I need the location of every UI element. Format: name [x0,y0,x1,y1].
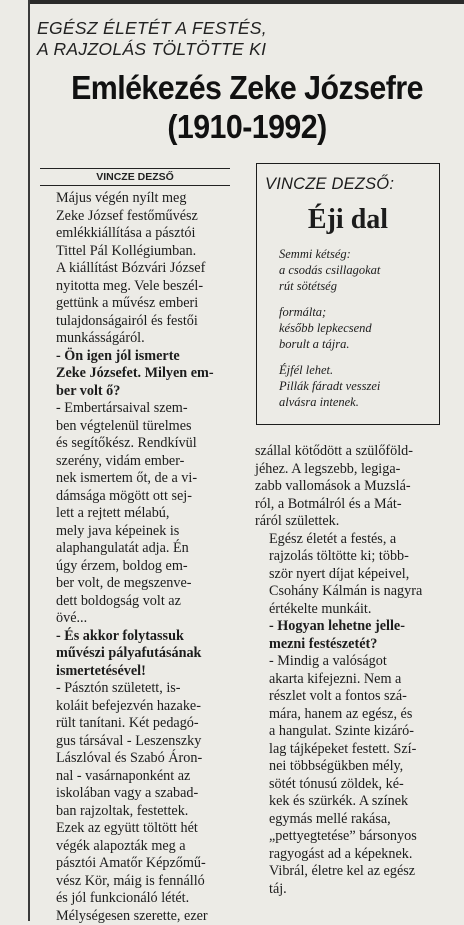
poem-line: rút sötétség [279,278,431,294]
interview-question [42,348,242,401]
text-line: koláit befejezvén hazake- [42,698,242,716]
text-line: rajzolás töltötte ki; több- [255,548,455,566]
byline-rule-top [40,168,230,169]
text-line: sötét tónusú zöldek, ké- [255,776,455,794]
poem-author: VINCZE DEZSŐ: [265,174,431,194]
text-line: - Hogyan lehetne jelle- [255,618,455,636]
kicker-line: A RAJZOLÁS TÖLTÖTTE KI [37,39,457,60]
text-line: ismertetésével! [42,663,242,681]
text-line: részlet volt a fontos szá- [255,688,455,706]
left-column-rule [28,0,30,921]
text-line: szerény, vidám ember- [42,453,242,471]
text-line: dámsága mögött ott sej- [42,488,242,506]
poem-stanza [279,362,431,410]
byline: VINCZE DEZSŐ [40,170,230,184]
text-line: szállal kötődött a szülőföld- [255,443,455,461]
text-line: a hangulat. Szinte kizáró- [255,723,455,741]
paragraph [255,443,455,531]
text-line: nal - vasárnaponként az [42,768,242,786]
text-line: ber volt, de megszenve- [42,575,242,593]
text-line: ször nyert díjat képeivel, [255,566,455,584]
text-line: Lászlóval és Szabó Áron- [42,750,242,768]
text-line: - Embertársaival szem- [42,400,242,418]
text-line: ber volt ő? [42,383,242,401]
article-column-left [42,190,242,925]
poem-line: Semmi kétség: [279,246,431,262]
text-line: Ezek az együtt töltött hét [42,820,242,838]
poem-stanza [279,246,431,294]
interview-question [255,618,455,653]
text-line: nek ismertem őt, de a vi- [42,470,242,488]
text-line: zabb vallomások a Muzslá- [255,478,455,496]
text-line: ban rajzoltak, festettek. [42,803,242,821]
paragraph [42,190,242,348]
interview-question [42,628,242,681]
article-headline [47,68,446,146]
text-line: Zeke József festőművész [42,208,242,226]
text-line: nei többségükben mély, [255,758,455,776]
poem-line: a csodás csillagokat [279,262,431,278]
text-line: úgy érzem, boldog em- [42,558,242,576]
text-line: végék alapozták meg a [42,838,242,856]
text-line: rült tanítani. Két pedagó- [42,715,242,733]
text-line: ráról születtek. [255,513,455,531]
text-line: iskolában vagy a szabad- [42,785,242,803]
interview-answer [42,400,242,628]
text-line: lag tájképeket festett. Szí- [255,741,455,759]
text-line: Vibrál, életre kel az egész [255,863,455,881]
text-line: emlékkiállítása a pásztói [42,225,242,243]
text-line: gettünk a művész emberi [42,295,242,313]
text-line: mely java képeinek is [42,523,242,541]
text-line: művészi pályafutásának [42,645,242,663]
text-line: ról, a Botmálról és a Mát- [255,496,455,514]
text-line: Egész életét a festés, a [255,531,455,549]
text-line: nyitotta meg. Vele beszél- [42,278,242,296]
poem-line: Pillák fáradt vesszei [279,378,431,394]
text-line: Zeke Józsefet. Milyen em- [42,365,242,383]
text-line: „pettyegtetése” bársonyos [255,828,455,846]
text-line: - Mindig a valóságot [255,653,455,671]
text-line: ragyogást ad a képeknek. [255,846,455,864]
poem-line: borult a tájra. [279,336,431,352]
interview-answer [255,653,455,898]
poem-line: Éjfél lehet. [279,362,431,378]
top-rule [28,0,464,4]
text-line: tulajdonságairól és festői [42,313,242,331]
text-line: kek és szürkék. A színek [255,793,455,811]
poem-line: formálta; [279,304,431,320]
poem-line: alvásra intenek. [279,394,431,410]
text-line: vész Kör, máig is fennálló [42,873,242,891]
text-line: lett a rejtett mélabú, [42,505,242,523]
text-line: és segítőkész. Rendkívül [42,435,242,453]
poem-box [256,163,440,425]
headline-line: Emlékezés Zeke Józsefre [47,68,446,107]
text-line: és jól funkcionáló létét. [42,890,242,908]
text-line: övé... [42,610,242,628]
article-column-right [255,443,455,898]
text-line: Mélységesen szerette, ezer [42,908,242,925]
kicker [37,18,457,60]
text-line: táj. [255,881,455,899]
text-line: Május végén nyílt meg [42,190,242,208]
interview-answer [42,680,242,925]
text-line: ben végtelenül türelmes [42,418,242,436]
text-line: mezni festészetét? [255,636,455,654]
text-line: - Pásztón született, is- [42,680,242,698]
text-line: dett boldogság volt az [42,593,242,611]
poem-line: később lepkecsend [279,320,431,336]
text-line: Csohány Kálmán is nagyra [255,583,455,601]
text-line: - És akkor folytassuk [42,628,242,646]
text-line: pásztói Amatőr Képzőmű- [42,855,242,873]
byline-rule-bottom [40,185,230,186]
text-line: akarta kifejezni. Nem a [255,671,455,689]
headline-line: (1910-1992) [47,107,446,146]
poem-stanza [279,304,431,352]
text-line: értékelte munkáit. [255,601,455,619]
text-line: jéhez. A legszebb, legiga- [255,461,455,479]
kicker-line: EGÉSZ ÉLETÉT A FESTÉS, [37,18,457,39]
paragraph [255,531,455,619]
text-line: mára, hanem az egész, és [255,706,455,724]
text-line: alaphangulatát adja. Én [42,540,242,558]
text-line: - Ön igen jól ismerte [42,348,242,366]
text-line: A kiállítást Bózvári József [42,260,242,278]
text-line: Tittel Pál Kollégiumban. [42,243,242,261]
text-line: munkásságáról. [42,330,242,348]
text-line: gus társával - Leszenszky [42,733,242,751]
text-line: egymás mellé rakása, [255,811,455,829]
poem-title: Éji dal [265,204,431,236]
